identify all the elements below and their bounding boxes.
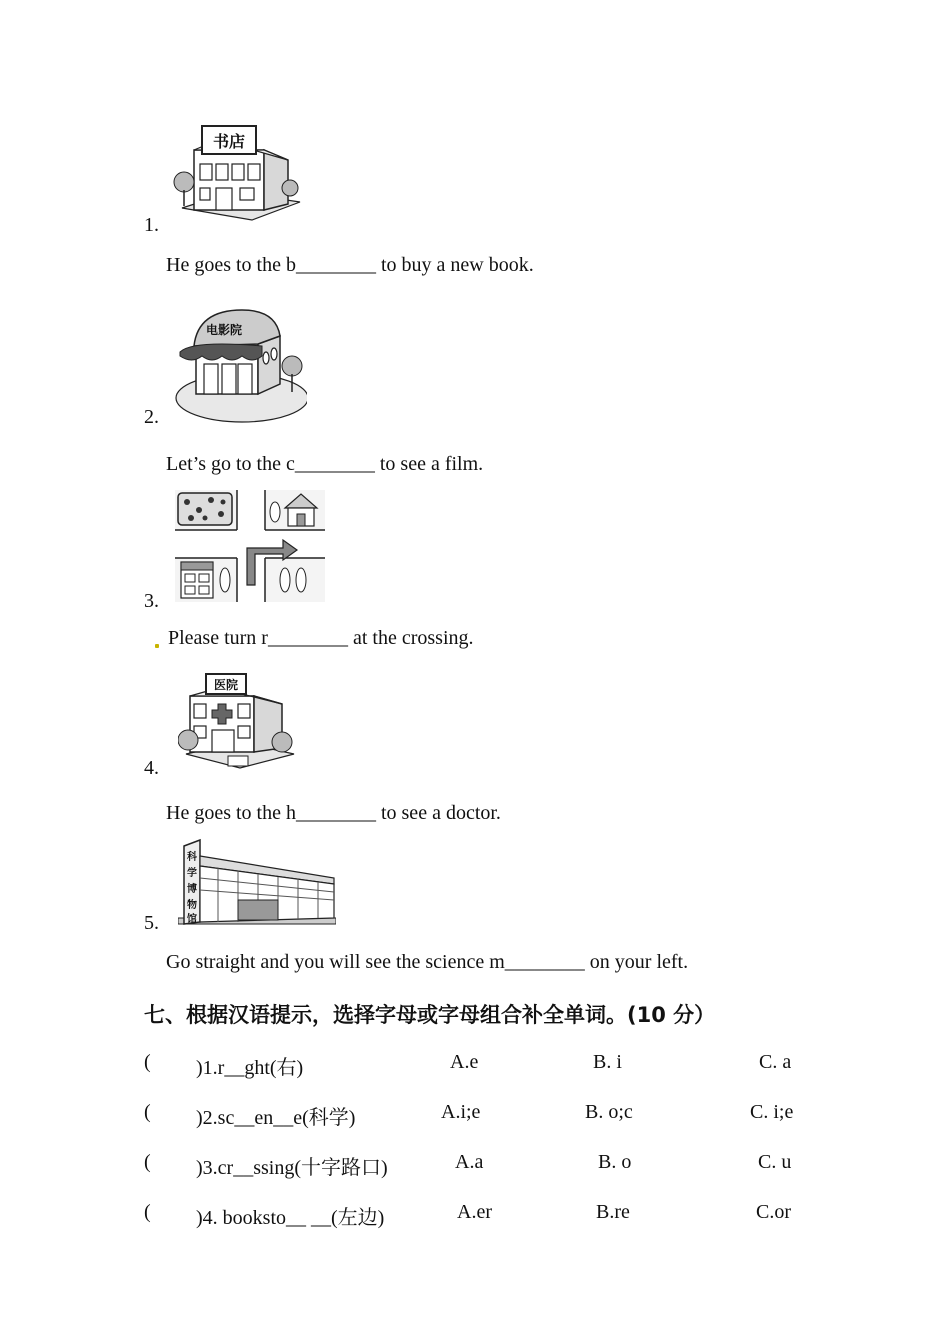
option-c: C.or: [756, 1201, 791, 1223]
option-b: B. o;c: [585, 1101, 633, 1123]
answer-paren: (: [144, 1051, 151, 1073]
museum-sign-char-4: 物: [187, 900, 197, 911]
question-text: )2.sc__en__e(科学): [196, 1107, 356, 1129]
cinema-sign: 电影院: [205, 323, 243, 337]
question-text: )1.r__ght(右): [196, 1057, 304, 1079]
museum-sign-char-1: 科: [187, 852, 197, 863]
item-3-sentence: Please turn r________ at the crossing.: [168, 627, 474, 649]
item-5-number: 5.: [144, 912, 159, 934]
option-b: B. o: [598, 1151, 632, 1173]
option-a: A.a: [455, 1151, 484, 1173]
question-text: )4. booksto__ __(左边): [196, 1207, 385, 1229]
item-4-number: 4.: [144, 757, 159, 779]
answer-paren: (: [144, 1201, 151, 1223]
item-2-number: 2.: [144, 406, 159, 428]
option-a: A.er: [457, 1201, 492, 1223]
answer-paren: (: [144, 1151, 151, 1173]
option-b: B.re: [596, 1201, 630, 1223]
option-c: C. u: [758, 1151, 792, 1173]
option-b: B. i: [593, 1051, 622, 1073]
cinema-picture: [172, 306, 307, 424]
museum-sign-char-5: 馆: [187, 914, 197, 925]
option-c: C. a: [759, 1051, 792, 1073]
bookstore-sign: 书店: [212, 132, 246, 151]
question-text: )3.cr__ssing(十字路口): [196, 1157, 388, 1179]
museum-sign-char-3: 博: [187, 884, 197, 895]
marker-dot: [155, 644, 159, 648]
section-7-title: 七、根据汉语提示，选择字母或字母组合补全单词。(10 分）: [144, 1003, 716, 1027]
bookstore-picture: [172, 122, 304, 222]
option-a: A.i;e: [441, 1101, 481, 1123]
crossing-map-picture: [175, 490, 325, 602]
item-1-number: 1.: [144, 214, 159, 236]
hospital-sign: 医院: [213, 678, 239, 692]
option-a: A.e: [450, 1051, 479, 1073]
hospital-picture: [178, 668, 298, 772]
option-c: C. i;e: [750, 1101, 794, 1123]
item-3-number: 3.: [144, 590, 159, 612]
answer-paren: (: [144, 1101, 151, 1123]
museum-sign-char-2: 学: [187, 868, 197, 879]
item-4-sentence: He goes to the h________ to see a doctor.: [166, 802, 501, 824]
science-museum-picture: [178, 838, 336, 928]
item-2-sentence: Let’s go to the c________ to see a film.: [166, 453, 484, 475]
item-5-sentence: Go straight and you will see the science m________ on your left.: [166, 951, 689, 973]
item-1-sentence: He goes to the b________ to buy a new book.: [166, 254, 534, 276]
